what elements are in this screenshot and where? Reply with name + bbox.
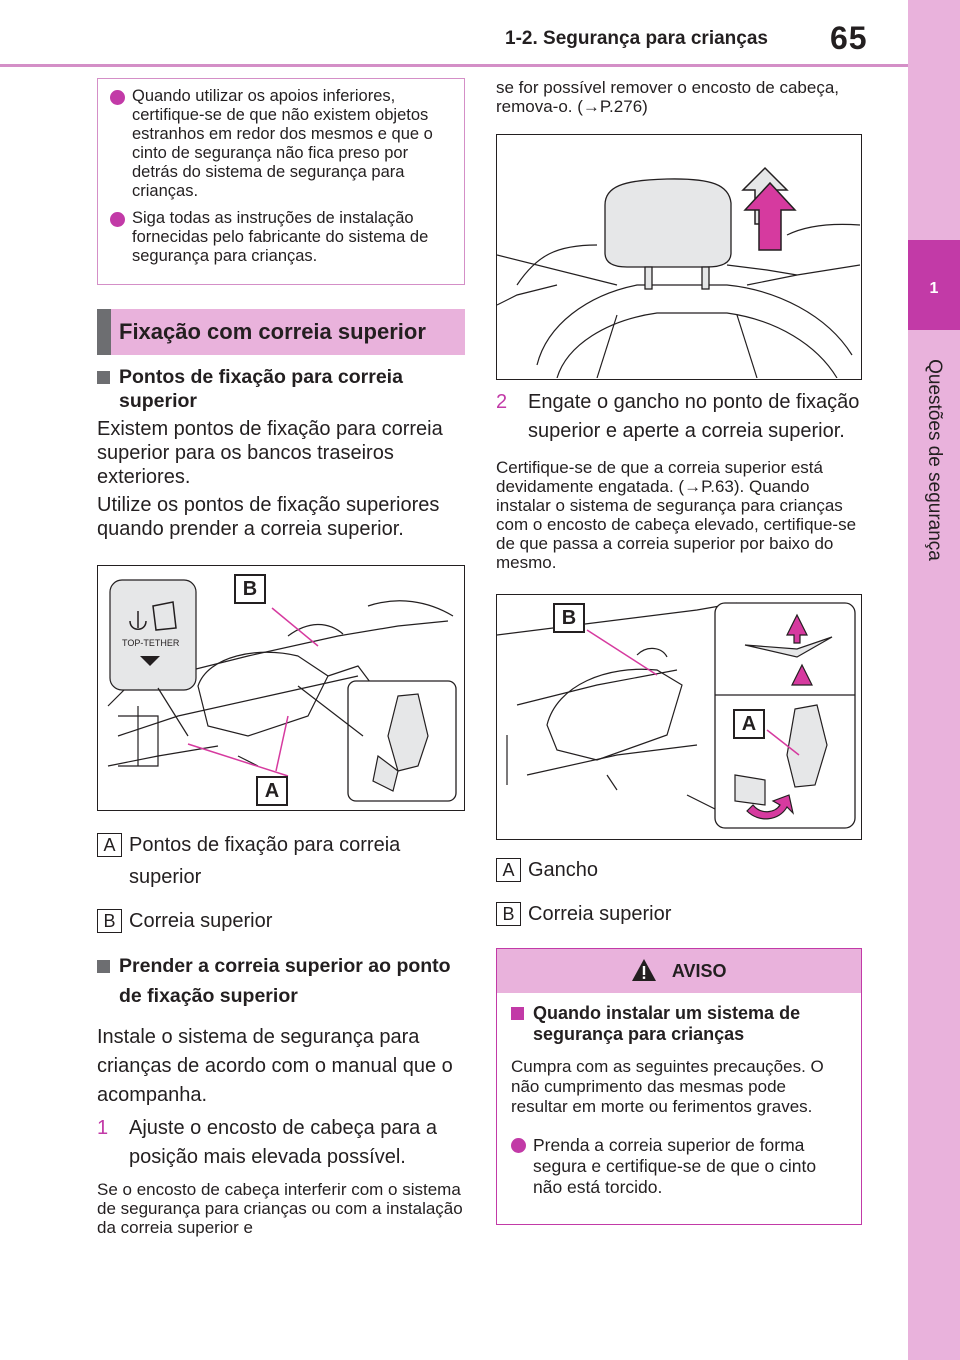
note-text: Siga todas as instruções de instalação fornecidas pelo fabricante do sistema de segurança para crianças. xyxy=(132,209,429,265)
paragraph: Utilize os pontos de fixação superiores quando prender a correia superior. xyxy=(97,494,440,540)
subheading-anchor-points xyxy=(97,365,465,413)
chapter-side-tab xyxy=(908,0,960,1360)
chapter-number: 1 xyxy=(908,240,960,330)
figure-callout-b: B xyxy=(234,574,266,604)
figure-callout-a: A xyxy=(256,776,288,806)
step-note: Se o encosto de cabeça interferir com o sistema de segurança para crianças ou com a instalação da correia superior e xyxy=(97,1180,463,1237)
step-item xyxy=(97,1114,465,1172)
warning-title: AVISO xyxy=(671,961,727,981)
figure-headrest xyxy=(496,134,862,380)
legend-text: Correia superior xyxy=(528,903,672,925)
paragraph: Existem pontos de fixação para correia superior para os bancos traseiros exteriores. xyxy=(97,418,443,488)
warning-triangle-icon xyxy=(631,958,657,982)
figure-anchor-points xyxy=(97,565,465,811)
chapter-label: Questões de segurança xyxy=(924,359,945,561)
legend-item xyxy=(496,854,862,886)
subheading-text: Prender a correia superior ao ponto de fixação superior xyxy=(119,955,451,1007)
note-item xyxy=(110,209,452,266)
bullet-dot-icon xyxy=(110,212,125,227)
step-text: Ajuste o encosto de cabeça para a posição mais elevada possível. xyxy=(129,1117,437,1168)
warning-body xyxy=(497,993,861,1224)
legend-key: A xyxy=(97,833,122,857)
legend-text: Gancho xyxy=(528,859,599,881)
step-text: Engate o gancho no ponto de fixação superior e aperte a correia superior. xyxy=(528,391,860,442)
step-note: Certifique-se de que a correia superior está devidamente engatada. (→P.63). Quando instalar o sistema de segurança para crianças com o encosto de cabeça elevado, certifique-se de que passa a correia superior por baixo do mesmo. xyxy=(496,458,857,572)
seat-illustration xyxy=(98,566,463,809)
section-heading: Fixação com correia superior xyxy=(97,309,465,355)
page-number: 65 xyxy=(830,20,868,56)
paragraph: Instale o sistema de segurança para crianças de acordo com o manual que o acompanha. xyxy=(97,1026,453,1106)
legend-text: Correia superior xyxy=(129,910,273,932)
note-box xyxy=(97,78,465,285)
step-item xyxy=(496,388,862,446)
legend-key: A xyxy=(496,858,521,882)
left-column xyxy=(97,78,465,1237)
step-note-continued: se for possível remover o encosto de cabeça, remova-o. (→P.276) xyxy=(496,78,840,116)
figure-hook-strap xyxy=(496,594,862,840)
hook-illustration xyxy=(497,595,860,838)
bullet-dot-icon xyxy=(110,90,125,105)
legend-item xyxy=(97,829,465,893)
subheading-text: Quando instalar um sistema de segurança para crianças xyxy=(533,1003,801,1044)
legend-key: B xyxy=(496,902,521,926)
note-text: Quando utilizar os apoios inferiores, certifique-se de que não existem objetos estranhos em redor dos mesmos e que o cinto de segurança não fica preso por detrás do sistema de segurança para crianças. xyxy=(132,87,433,200)
header-rule xyxy=(0,64,908,67)
note-item xyxy=(110,87,452,201)
subheading-attach-tether xyxy=(97,951,465,1011)
right-column xyxy=(496,78,862,1225)
legend-item xyxy=(97,905,465,937)
step-number: 2 xyxy=(496,391,508,413)
square-bullet-icon xyxy=(511,1007,524,1020)
bullet-dot-icon xyxy=(511,1138,526,1153)
warning-text: Cumpra com as seguintes precauções. O não cumprimento das mesmas pode resultar em morte ou ferimentos graves. xyxy=(511,1057,824,1116)
subheading-text: Pontos de fixação para correia superior xyxy=(119,366,403,412)
headrest-illustration xyxy=(497,135,860,378)
figure-callout-a: A xyxy=(733,709,765,739)
legend-key: B xyxy=(97,909,122,933)
figure-legend xyxy=(97,829,465,937)
warning-subheading xyxy=(511,1003,847,1045)
top-tether-badge-text: TOP-TETHER xyxy=(122,638,180,648)
legend-text: Pontos de fixação para correia superior xyxy=(129,834,401,888)
warning-bullet xyxy=(511,1135,847,1198)
square-bullet-icon xyxy=(97,960,110,973)
square-bullet-icon xyxy=(97,371,110,384)
warning-header xyxy=(497,949,861,993)
step-number: 1 xyxy=(97,1117,109,1139)
figure-callout-b: B xyxy=(553,603,585,633)
warning-bullet-text: Prenda a correia superior de forma segura e certifique-se de que o cinto não está torcido. xyxy=(533,1135,817,1197)
figure-legend xyxy=(496,854,862,930)
warning-box xyxy=(496,948,862,1225)
section-title: 1-2. Segurança para crianças xyxy=(505,28,768,49)
legend-item xyxy=(496,898,862,930)
